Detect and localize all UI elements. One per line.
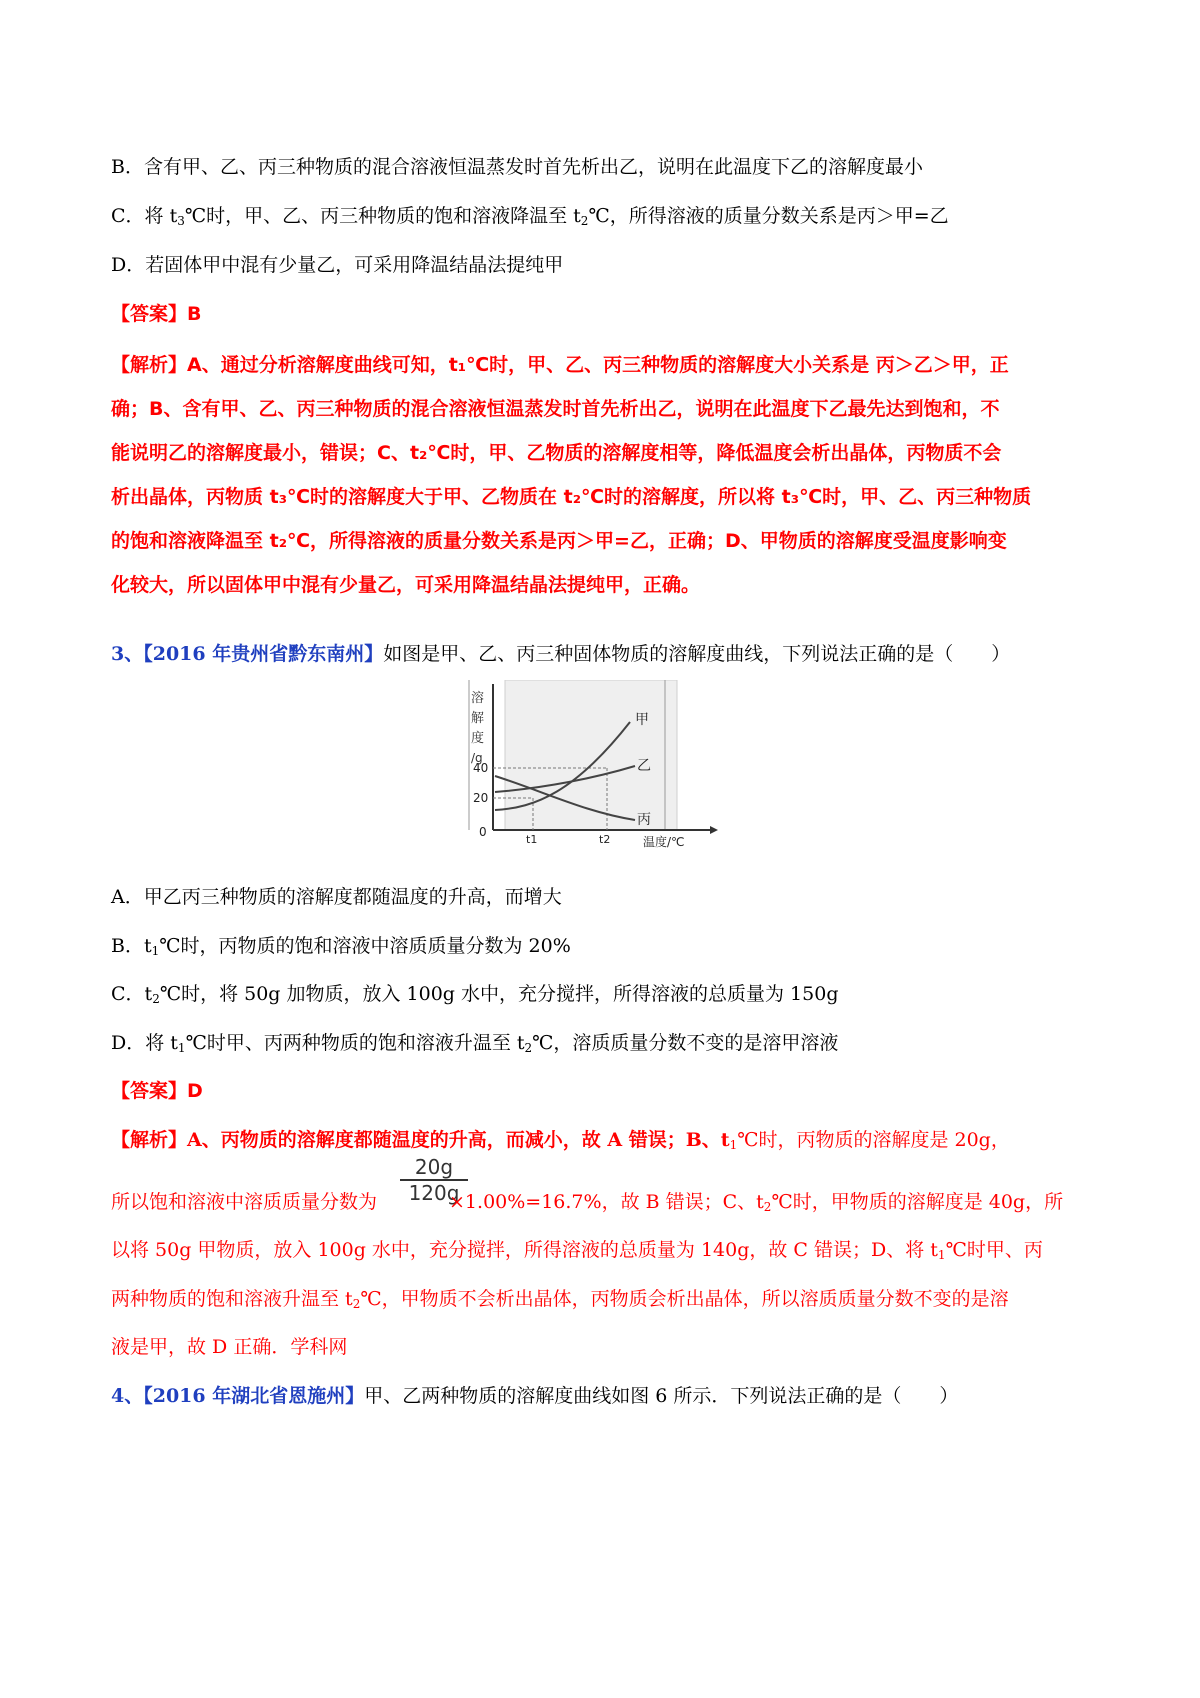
q3-option-b: B．$t_1℃$时，丙物质的饱和溶液中溶质质量分数为 20%	[111, 935, 571, 958]
q4-number: 4、	[111, 1385, 144, 1407]
q2-analysis-line: 确；B、含有甲、乙、丙三种物质的混合溶液恒温蒸发时首先析出乙，说明在此温度下乙最先达到饱和，不	[111, 398, 1000, 420]
q3-source: 【2016 年贵州省黔东南州】	[143, 643, 384, 665]
q3-option-d: D．将 $t_1℃$时甲、丙两种物质的饱和溶液升温至 $t_2℃$，溶质质量分数不变的是溶甲溶液	[111, 1032, 839, 1055]
solubility-chart	[465, 680, 727, 850]
fraction-denominator: 120g	[408, 1181, 460, 1205]
q3-answer: 【答案】D	[111, 1080, 203, 1102]
x-tick-label-t1: t1	[526, 833, 538, 846]
q3-option-a: A．甲乙丙三种物质的溶解度都随温度的升高，而增大	[111, 886, 562, 908]
q2-analysis	[111, 343, 1096, 607]
y-tick-label: 20	[473, 791, 489, 805]
y-tick-label: 40	[473, 761, 489, 775]
q2-option-d: D．若固体甲中混有少量乙，可采用降温结晶法提纯甲	[111, 254, 564, 276]
q3-option-c: C．$t_2℃$时，将 50g 加物质，放入 100g 水中，充分搅拌，所得溶液的总质量为 150g	[111, 983, 839, 1006]
q3-number: 3、	[111, 643, 144, 665]
q4-source: 【2016 年湖北省恩施州】	[143, 1385, 365, 1407]
series-label-yi: 乙	[637, 758, 651, 774]
y-axis-label-char: 度	[471, 731, 485, 746]
y-tick-label: 0	[479, 825, 487, 839]
q2-analysis-line: 化较大，所以固体甲中混有少量乙，可采用降温结晶法提纯甲，正确。	[111, 574, 701, 596]
q2-analysis-line: 【解析】A、通过分析溶解度曲线可知，t₁℃时，甲、乙、丙三种物质的溶解度大小关系是 丙＞乙＞甲，正	[111, 354, 1009, 376]
y-axis-label-char: /g	[471, 751, 483, 765]
q2-option-b: B．含有甲、乙、丙三种物质的混合溶液恒温蒸发时首先析出乙，说明在此温度下乙的溶解度最小	[111, 156, 923, 178]
x-axis-label: 温度/℃	[643, 835, 685, 849]
q2-analysis-line: 能说明乙的溶解度最小，错误；C、t₂℃时，甲、乙物质的溶解度相等，降低温度会析出晶体，丙物质不会	[111, 442, 1002, 464]
q3-stem: 3、【2016 年贵州省黔东南州】如图是甲、乙、丙三种固体物质的溶解度曲线，下列说法正确的是（ ）	[111, 643, 1011, 665]
q3-analysis-line: 两种物质的饱和溶液升温至 $t_2℃$，甲物质不会析出晶体，丙物质会析出晶体，所以溶质质量分数不变的是溶	[111, 1288, 1009, 1311]
q4-stem: 4、【2016 年湖北省恩施州】甲、乙两种物质的溶解度曲线如图 6 所示．下列说法正确的是（ ）	[111, 1385, 959, 1407]
q2-option-c: C．将 $t_3℃$时，甲、乙、丙三种物质的饱和溶液降温至 $t_2℃$，所得溶液的质量分数关系是丙＞甲=乙	[111, 205, 949, 228]
q3-analysis-line: 所以饱和溶液中溶质质量分数为 ×1.00%=16.7%，故 B 错误；C、$t_2℃$时，甲物质的溶解度是 40g，所	[111, 1191, 1064, 1214]
series-label-bing: 丙	[637, 812, 651, 828]
q3-analysis-line: 液是甲，故 D 正确．学科网	[111, 1336, 348, 1358]
q2-answer: 【答案】B	[111, 303, 202, 325]
q3-analysis-line: 【解析】A、丙物质的溶解度都随温度的升高，而减小，故 A 错误；B、$t_1℃$时，丙物质的溶解度是 20g，	[111, 1129, 1010, 1152]
fraction-numerator: 20g	[400, 1155, 468, 1181]
y-axis-label-char: 溶	[471, 691, 485, 706]
q2-analysis-line: 的饱和溶液降温至 t₂℃，所得溶液的质量分数关系是丙＞甲=乙，正确；D、甲物质的溶解度受温度影响变	[111, 530, 1007, 552]
q3-analysis-line: 以将 50g 甲物质，放入 100g 水中，充分搅拌，所得溶液的总质量为 140g，故 C 错误；D、将 $t_1℃$时甲、丙	[111, 1239, 1043, 1262]
q2-analysis-line: 析出晶体，丙物质 t₃℃时的溶解度大于甲、乙物质在 t₂℃时的溶解度，所以将 t₃℃时，甲、乙、丙三种物质	[111, 486, 1032, 508]
series-label-jia: 甲	[635, 712, 649, 728]
x-tick-label-t2: t2	[599, 833, 611, 846]
y-axis-label-char: 解	[471, 711, 485, 726]
